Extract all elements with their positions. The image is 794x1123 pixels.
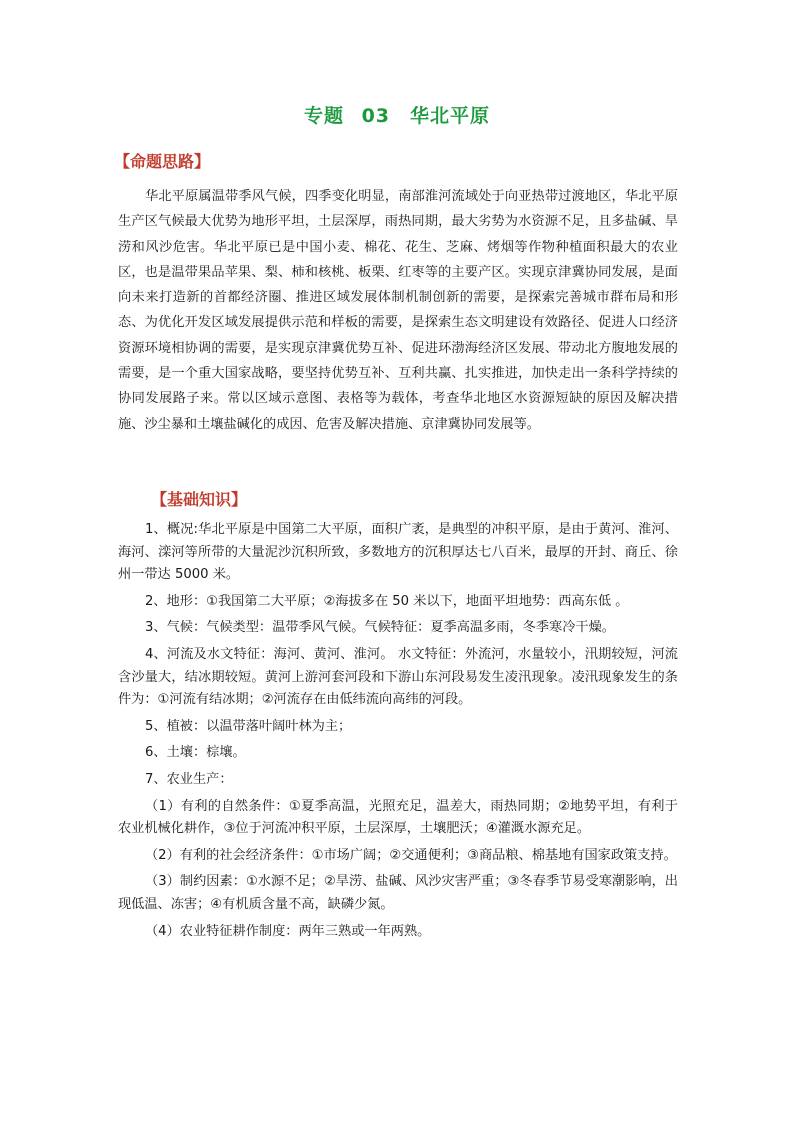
page-title: 专题 03 华北平原 [303, 105, 491, 127]
knowledge-item: 3、气候：气候类型：温带季风气候。气候特征：夏季高温多雨，冬季寒冷干燥。 [145, 620, 615, 636]
section-heading-thinking: 【命题思路】 [114, 152, 211, 171]
knowledge-subitem: （2）有利的社会经济条件：①市场广阔；②交通便利；③商品粮、棉基地有国家政策支持。 [145, 847, 677, 863]
basic-knowledge-list [118, 519, 678, 947]
section-heading-basics: 【基础知识】 [151, 490, 248, 509]
knowledge-item: 2、地形：①我国第二大平原；②海拔多在 50 米以下，地面平坦地势：西高东低 。 [145, 593, 629, 609]
knowledge-item: 5、植被：以温带落叶阔叶林为主； [145, 718, 352, 734]
knowledge-subitem: （1）有利的自然条件：①夏季高温，光照充足，温差大，雨热同期；②地势平坦，有利于农业机械化耕作，③位于河流冲积平原，土层深厚，土壤肥沃；④灌溉水源充足。 [118, 798, 678, 837]
knowledge-item: 7、农业生产： [145, 771, 233, 787]
section-body-thinking: 华北平原属温带季风气候，四季变化明显，南部淮河流域处于向亚热带过渡地区，华北平原生产区气候最大优势为地形平坦，土层深厚，雨热同期，最大劣势为水资源不足，且多盐碱、旱涝和风沙危害。华北平原已是中国小麦、棉花、花生、芝麻、烤烟等作物种植面积最大的农业区，也是温带果品苹果、梨、柿和核桃、板栗、红枣等的主要产区。实现京津冀协同发展，是面向未来打造新的首都经济圈、推进区域发展体制机制创新的需要，是探索完善城市群布局和形态、为优化开发区域发展提供示范和样板的需要，是探索生态文明建设有效路径、促进人口经济资源环境相协调的需要，是实现京津冀优势互补、促进环渤海经济区发展、带动北方腹地发展的需要，是一个重大国家战略，要坚持优势互补、互利共赢、扎实推进，加快走出一条科学持续的协同发展路子来。常以区域示意图、表格等为载体，考查华北地区水资源短缺的原因及解决措施、沙尘暴和土壤盐碱化的成因、危害及解决措施、京津冀协同发展等。 [118, 189, 678, 432]
knowledge-subitem: （3）制约因素：①水源不足；②旱涝、盐碱、风沙灾害严重；③冬春季节易受寒潮影响，出现低温、冻害；④有机质含量不高，缺磷少氮。 [118, 874, 678, 912]
knowledge-subitem: （4）农业特征耕作制度：两年三熟或一年两熟。 [145, 923, 431, 939]
knowledge-item: 6、土壤：棕壤。 [145, 745, 246, 761]
knowledge-item: 4、河流及水文特征：海河、黄河、淮河。 水文特征：外流河，水量较小，汛期较短，河流含沙量大，结冰期较短。黄河上游河套河段和下游山东河段易发生凌汛现象。凌汛现象发生的条件为：①河流有结冰期；②河流存在由低纬流向高纬的河段。 [118, 646, 678, 708]
knowledge-item: 1、概况:华北平原是中国第二大平原，面积广袤，是典型的冲积平原，是由于黄河、淮河、海河、滦河等所带的大量泥沙沉积所致，多数地方的沉积厚达七八百米，最厚的开封、商丘、徐州一带达 5000 米。 [118, 522, 678, 583]
